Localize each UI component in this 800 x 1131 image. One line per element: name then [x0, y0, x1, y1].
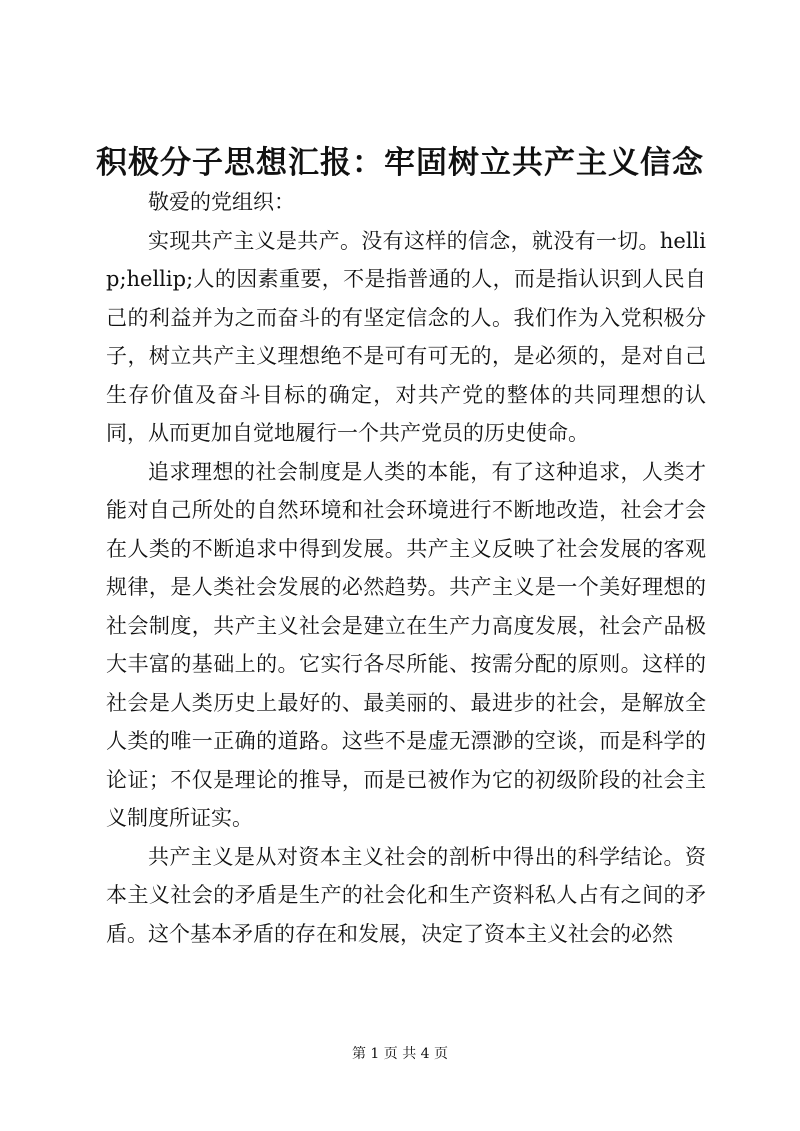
salutation-paragraph: 敬爱的党组织： — [148, 190, 295, 214]
body-paragraph: 追求理想的社会制度是人类的本能，有了这种追求，人类才能对自己所处的自然环境和社会环境进行不断地改造，社会才会在人类的不断追求中得到发展。共产主义反映了社会发展的客观规律，是人类社会发展的必然趋势。共产主义是一个美好理想的社会制度，共产主义社会是建立在生产力高度发展，社会产品极大丰富的基础上的。它实行各尽所能、按需分配的原则。这样的社会是人类历史上最好的、最美丽的、最进步的社会，是解放全人类的唯一正确的道路。这些不是虚无漂渺的空谈，而是科学的论证；不仅是理论的推导，而是已被作为它的初级阶段的社会主义制度所证实。 — [106, 459, 706, 830]
page-number: 第 1 页 共 4 页 — [351, 1046, 449, 1062]
document-body — [106, 183, 706, 953]
page-title: 积极分子思想汇报：牢固树立共产主义信念 — [96, 145, 704, 181]
body-paragraph: 共产主义是从对资本主义社会的剖析中得出的科学结论。资本主义社会的矛盾是生产的社会化和生产资料私人占有之间的矛盾。这个基本矛盾的存在和发展，决定了资本主义社会的必然 — [106, 844, 706, 946]
body-paragraph: 实现共产主义是共产。没有这样的信念，就没有一切。hellip;hellip;人的因素重要，不是指普通的人，而是指认识到人民自己的利益并为之而奋斗的有坚定信念的人。我们作为入党积极分子，树立共产主义理想绝不是可有可无的，是必须的，是对自己生存价值及奋斗目标的确定，对共产党的整体的共同理想的认同，从而更加自觉地履行一个共产党员的历史使命。 — [106, 228, 706, 445]
page-footer — [0, 1044, 800, 1064]
